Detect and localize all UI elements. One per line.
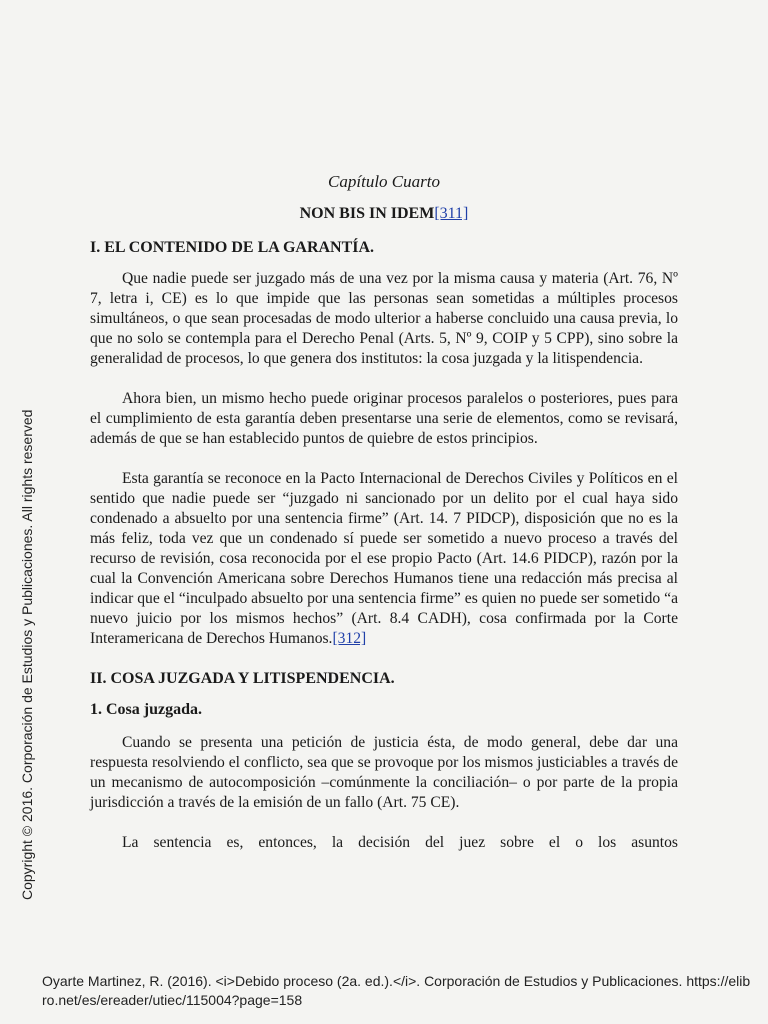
paragraph-2: Ahora bien, un mismo hecho puede originar procesos paralelos o posteriores, pues para el cumplimiento de esta garantía deben presentarse una serie de elementos, como se revisará, además de que se han establecido puntos de quiebre de estos principios. — [90, 389, 678, 447]
paragraph-5: La sentencia es, entonces, la decisión del juez sobre el o los asuntos — [122, 834, 678, 852]
citation-footer: Oyarte Martinez, R. (2016). <i>Debido proceso (2a. ed.).</i>. Corporación de Estudios y Publicaciones. https://elibro.net/es/ereader/utiec/115004?page=158 — [42, 973, 751, 1008]
paragraph-4: Cuando se presenta una petición de justicia ésta, de modo general, debe dar una respuesta resolviendo el conflicto, sea que se provoque por los mismos justiciables a través de un mecanismo de autocomposición –comúnmente la conciliación– o por parte de la propia jurisdicción a través de la emisión de un fallo (Art. 75 CE). — [90, 734, 678, 812]
subsection-heading-cosa-juzgada: 1. Cosa juzgada. — [90, 700, 203, 718]
page-content — [90, 172, 678, 873]
footnote-link-311[interactable]: [311] — [434, 205, 469, 223]
paragraph-3 — [90, 469, 678, 649]
section-heading-2: II. COSA JUZGADA Y LITISPENDENCIA. — [90, 669, 395, 687]
section-heading-1: I. EL CONTENIDO DE LA GARANTÍA. — [90, 238, 375, 256]
paragraph-3-text: Esta garantía se reconoce en la Pacto Internacional de Derechos Civiles y Políticos en el sentido que nadie puede ser “juzgado ni sancionado por un delito por el cual haya sido condenado a absuelto por una sentencia firme” (Art. 14. 7 PIDCP), disposición que no es la más feliz, toda vez que un condenado sí puede ser sometido a nuevo proceso a través del recurso de revisión, cosa reconocida por el ese propio Pacto (Art. 14.6 PIDCP), razón por la cual la Convención Americana sobre Derechos Humanos tiene una redacción más precisa al indicar que el “inculpado absuelto por una sentencia firme” es quien no puede ser sometido “a nuevo juicio por los mismos hechos” (Art. 8.4 CADH), cosa confirmada por la Corte Interamericana de Derechos Humanos. — [90, 469, 678, 647]
chapter-subtitle-text: NON BIS IN IDEM — [299, 205, 435, 223]
chapter-subtitle — [90, 204, 678, 223]
footnote-link-312[interactable]: [312] — [332, 629, 367, 647]
side-copyright-notice: Copyright © 2016. Corporación de Estudios y Publicaciones. All rights reserved — [19, 409, 35, 900]
chapter-title: Capítulo Cuarto — [328, 172, 440, 191]
paragraph-1: Que nadie puede ser juzgado más de una vez por la misma causa y materia (Art. 76, Nº 7, letra i, CE) es lo que impide que las personas sean sometidas a múltiples procesos simultáneos, o que sean procesadas de modo ulterior a haberse concluido una causa previa, lo que no solo se contempla para el Derecho Penal (Arts. 5, Nº 9, COIP y 5 CPP), sino sobre la generalidad de procesos, lo que genera dos institutos: la cosa juzgada y la litispendencia. — [90, 269, 678, 367]
